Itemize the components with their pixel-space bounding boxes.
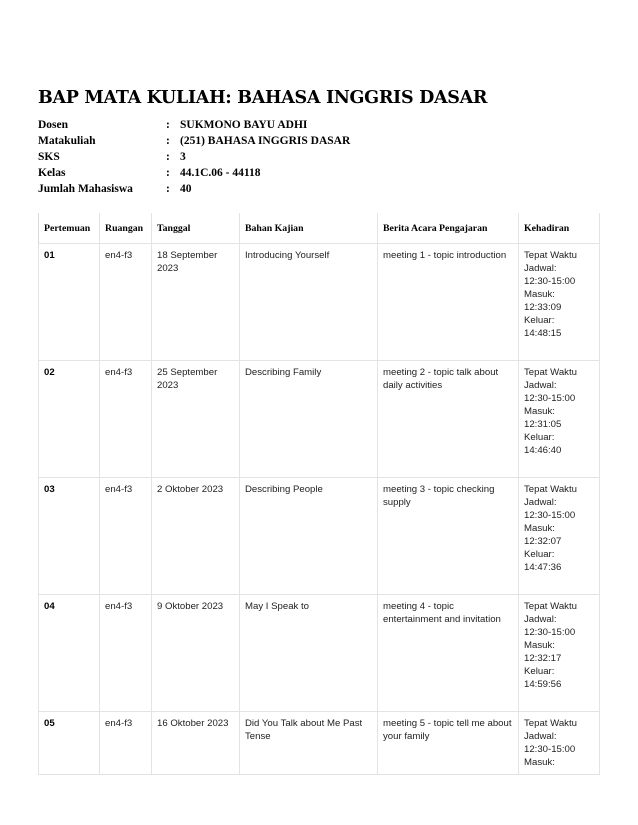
meta-separator: : (166, 119, 170, 131)
cell-pertemuan: 01 (39, 244, 100, 361)
attendance-line: 12:30-15:00 (524, 393, 576, 404)
attendance-status: Tepat Waktu (524, 250, 577, 261)
cell-ruangan: en4-f3 (100, 361, 152, 478)
cell-berita-acara: meeting 5 - topic tell me about your family (378, 712, 519, 775)
meta-value-kelas: 44.1C.06 - 44118 (180, 167, 261, 179)
cell-tanggal: 2 Oktober 2023 (152, 478, 240, 595)
meta-separator: : (166, 167, 170, 179)
cell-bahan-kajian: Describing People (240, 478, 378, 595)
meta-label: Dosen (38, 119, 69, 131)
cell-ruangan: en4-f3 (100, 712, 152, 775)
cell-kehadiran (519, 595, 600, 712)
cell-berita-acara: meeting 1 - topic introduction (378, 244, 519, 361)
attendance-line: 14:59:56 (524, 679, 562, 690)
cell-kehadiran (519, 244, 600, 361)
meta-separator: : (166, 183, 170, 195)
meta-row-jumlah-mahasiswa (38, 181, 350, 197)
cell-tanggal: 16 Oktober 2023 (152, 712, 240, 775)
cell-berita-acara: meeting 3 - topic checking supply (378, 478, 519, 595)
meta-label: SKS (38, 151, 60, 163)
attendance-line: Jadwal: (524, 731, 557, 742)
cell-ruangan: en4-f3 (100, 478, 152, 595)
attendance-line: Jadwal: (524, 263, 557, 274)
table-row (39, 595, 600, 712)
course-info (38, 117, 350, 197)
attendance-line: Masuk: (524, 757, 555, 768)
page-title: BAP MATA KULIAH: BAHASA INGGRIS DASAR (38, 88, 488, 108)
attendance-line: Jadwal: (524, 380, 557, 391)
meta-value-dosen: SUKMONO BAYU ADHI (180, 119, 308, 131)
table-row (39, 712, 600, 775)
attendance-status: Tepat Waktu (524, 484, 577, 495)
column-header-tanggal: Tanggal (152, 213, 240, 244)
attendance-line: Masuk: (524, 640, 555, 651)
column-header-pertemuan: Pertemuan (39, 213, 100, 244)
attendance-line: 12:33:09 (524, 302, 562, 313)
cell-tanggal: 9 Oktober 2023 (152, 595, 240, 712)
meta-separator: : (166, 135, 170, 147)
cell-bahan-kajian: Did You Talk about Me Past Tense (240, 712, 378, 775)
column-header-kehadiran: Kehadiran (519, 213, 600, 244)
cell-kehadiran (519, 478, 600, 595)
meta-value-jumlah-mahasiswa: 40 (180, 183, 192, 195)
meta-value-matakuliah: (251) BAHASA INGGRIS DASAR (180, 135, 351, 147)
cell-bahan-kajian: May I Speak to (240, 595, 378, 712)
column-header-bahan-kajian: Bahan Kajian (240, 213, 378, 244)
cell-pertemuan: 04 (39, 595, 100, 712)
attendance-line: 12:30-15:00 (524, 627, 576, 638)
cell-pertemuan: 05 (39, 712, 100, 775)
table-row (39, 244, 600, 361)
meta-row-sks (38, 149, 350, 165)
meta-label: Kelas (38, 167, 66, 179)
cell-pertemuan: 03 (39, 478, 100, 595)
cell-bahan-kajian: Introducing Yourself (240, 244, 378, 361)
meta-row-dosen (38, 117, 350, 133)
cell-tanggal: 25 September 2023 (152, 361, 240, 478)
cell-berita-acara: meeting 4 - topic entertainment and invitation (378, 595, 519, 712)
attendance-status: Tepat Waktu (524, 367, 577, 378)
attendance-line: 12:32:07 (524, 536, 562, 547)
cell-ruangan: en4-f3 (100, 244, 152, 361)
table-header-row (39, 213, 600, 244)
bap-table (38, 213, 600, 775)
meta-label: Matakuliah (38, 135, 96, 147)
attendance-line: Jadwal: (524, 614, 557, 625)
attendance-line: Jadwal: (524, 497, 557, 508)
attendance-line: Masuk: (524, 289, 555, 300)
meta-separator: : (166, 151, 170, 163)
cell-ruangan: en4-f3 (100, 595, 152, 712)
cell-tanggal: 18 September 2023 (152, 244, 240, 361)
column-header-ruangan: Ruangan (100, 213, 152, 244)
meta-row-kelas (38, 165, 350, 181)
cell-bahan-kajian: Describing Family (240, 361, 378, 478)
attendance-line: 14:47:36 (524, 562, 562, 573)
column-header-berita-acara: Berita Acara Pengajaran (378, 213, 519, 244)
attendance-line: Keluar: (524, 432, 555, 443)
attendance-line: Keluar: (524, 666, 555, 677)
attendance-line: 12:30-15:00 (524, 744, 576, 755)
meta-value-sks: 3 (180, 151, 186, 163)
attendance-line: 12:32:17 (524, 653, 562, 664)
attendance-status: Tepat Waktu (524, 718, 577, 729)
attendance-status: Tepat Waktu (524, 601, 577, 612)
table-row (39, 478, 600, 595)
meta-row-matakuliah (38, 133, 350, 149)
cell-kehadiran (519, 361, 600, 478)
attendance-line: 14:46:40 (524, 445, 562, 456)
table-row (39, 361, 600, 478)
cell-pertemuan: 02 (39, 361, 100, 478)
cell-berita-acara: meeting 2 - topic talk about daily activities (378, 361, 519, 478)
attendance-line: 12:30-15:00 (524, 510, 576, 521)
attendance-line: 12:30-15:00 (524, 276, 576, 287)
meta-label: Jumlah Mahasiswa (38, 183, 133, 195)
attendance-line: 14:48:15 (524, 328, 562, 339)
attendance-line: Keluar: (524, 315, 555, 326)
cell-kehadiran (519, 712, 600, 775)
attendance-line: 12:31:05 (524, 419, 562, 430)
attendance-line: Keluar: (524, 549, 555, 560)
attendance-line: Masuk: (524, 406, 555, 417)
attendance-line: Masuk: (524, 523, 555, 534)
